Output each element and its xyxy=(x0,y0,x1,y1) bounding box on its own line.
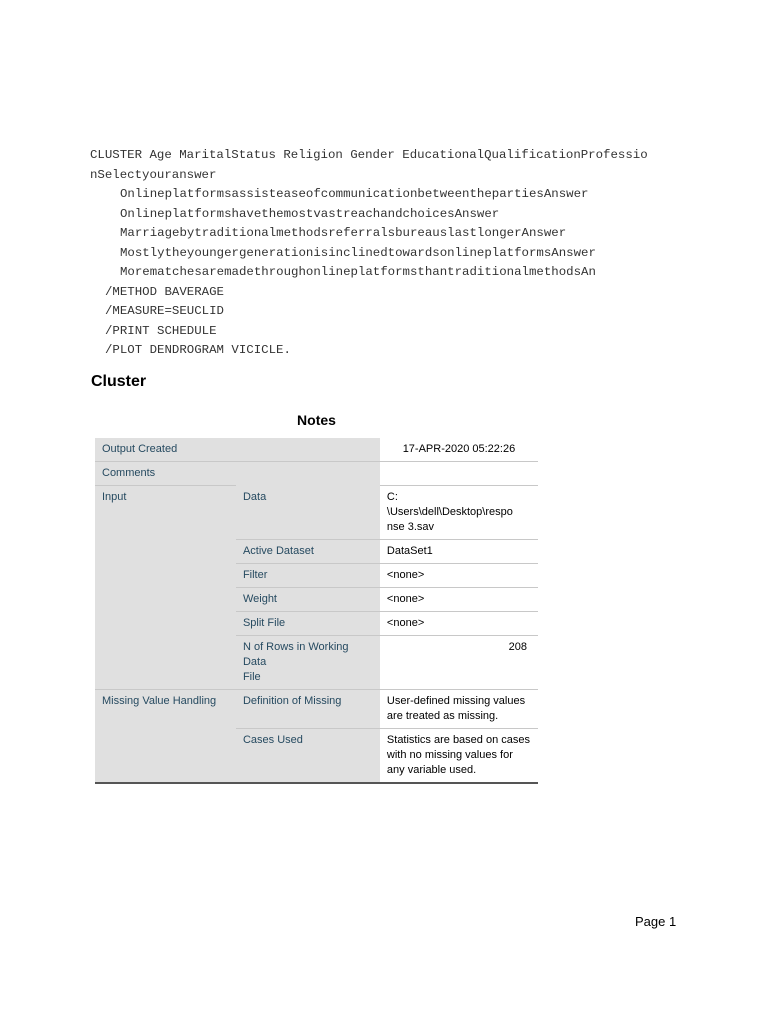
section-heading: Cluster xyxy=(91,373,147,390)
syntax-line: OnlineplatformshavethemostvastreachandchoicesAnswer xyxy=(120,206,500,221)
syntax-line: MorematchesaremadethroughonlineplatformsthantraditionalmethodsAn xyxy=(120,265,596,279)
page-number: Page 1 xyxy=(635,914,677,929)
cases-used-value: Statistics are based on cases with no missing values for any variable used. xyxy=(380,729,538,784)
definition-of-missing-label: Definition of Missing xyxy=(236,690,380,729)
n-rows-label-line: File xyxy=(242,671,261,683)
table-row xyxy=(95,438,538,462)
comments-value xyxy=(380,462,538,486)
weight-value: <none> xyxy=(380,588,538,612)
syntax-line: OnlineplatformsassisteaseofcommunicationbetweenthepartiesAnswer xyxy=(120,187,589,201)
split-file-value: <none> xyxy=(380,612,538,636)
n-rows-value: 208 xyxy=(380,636,538,690)
data-value-line: \Users\dell\Desktop\respo xyxy=(386,506,513,518)
syntax-line: nSelectyouranswer xyxy=(90,167,217,182)
syntax-line: CLUSTER Age MaritalStatus Religion Gender EducationalQualificationProfessio xyxy=(90,148,648,162)
data-value xyxy=(380,486,538,540)
n-rows-label-line: N of Rows in Working Data xyxy=(242,641,349,668)
definition-of-missing-value: User-defined missing values are treated as missing. xyxy=(380,690,538,729)
syntax-line: MarriagebytraditionalmethodsreferralsbureauslastlongerAnswer xyxy=(120,226,567,240)
active-dataset-label: Active Dataset xyxy=(236,540,380,564)
data-value-line: C: xyxy=(386,491,398,503)
n-rows-label xyxy=(236,636,380,690)
split-file-label: Split File xyxy=(236,612,380,636)
table-row xyxy=(95,462,538,486)
filter-value: <none> xyxy=(380,564,538,588)
comments-label: Comments xyxy=(95,462,380,486)
syntax-line: /PLOT DENDROGRAM VICICLE. xyxy=(105,343,291,357)
notes-title: Notes xyxy=(297,412,336,428)
data-label: Data xyxy=(236,486,380,540)
notes-table xyxy=(95,438,538,784)
missing-value-handling-label: Missing Value Handling xyxy=(95,690,236,784)
table-row xyxy=(95,690,538,729)
table-row xyxy=(95,486,538,540)
syntax-line: /METHOD BAVERAGE xyxy=(105,284,224,299)
active-dataset-value: DataSet1 xyxy=(380,540,538,564)
input-label: Input xyxy=(95,486,236,690)
syntax-line: MostlytheyoungergenerationisinclinedtowardsonlineplatformsAnswer xyxy=(120,245,596,260)
syntax-block xyxy=(90,146,690,361)
output-created-label: Output Created xyxy=(95,438,380,462)
syntax-line: /MEASURE=SEUCLID xyxy=(105,304,224,318)
cases-used-label: Cases Used xyxy=(236,729,380,784)
weight-label: Weight xyxy=(236,588,380,612)
filter-label: Filter xyxy=(236,564,380,588)
data-value-line: nse 3.sav xyxy=(386,521,435,533)
output-created-value: 17-APR-2020 05:22:26 xyxy=(380,438,538,462)
syntax-line: /PRINT SCHEDULE xyxy=(105,323,217,338)
